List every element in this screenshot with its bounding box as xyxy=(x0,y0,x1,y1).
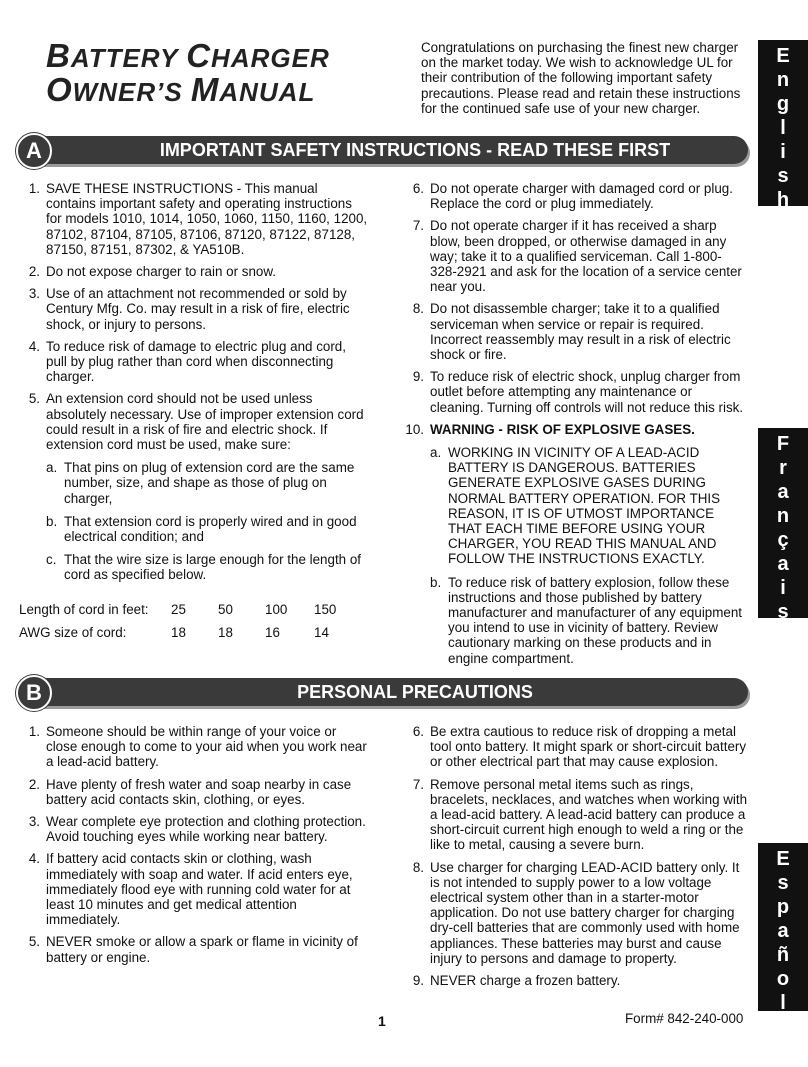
list-item: 2. Do not expose charger to rain or snow. xyxy=(28,264,277,280)
sub-item: b. To reduce risk of battery explosion, follow these instructions and those published by battery manufacturer and manufacturer of any equipment you intend to use in vicinity of battery. Review cautionary marking on these products and in engine compartment. xyxy=(430,574,743,666)
warning-heading: WARNING - RISK OF EXPLOSIVE GASES. xyxy=(430,421,695,437)
section-b-left-column xyxy=(18,724,370,972)
sub-item: c. That the wire size is large enough for the length of cord as specified below. xyxy=(46,552,362,583)
form-number: Form# 842-240-000 xyxy=(625,1011,744,1026)
section-a-title: IMPORTANT SAFETY INSTRUCTIONS - READ THESE FIRST xyxy=(159,140,671,160)
list-item: 9. To reduce risk of electric shock, unplug charger from outlet before attempting any maintenance or cleaning. Turning off controls will not reduce this risk. xyxy=(412,369,744,415)
title-line-1: BATTERY CHARGER xyxy=(46,37,330,74)
section-b-right-column xyxy=(396,724,748,995)
list-item: 1. Someone should be within range of your voice or close enough to come to your aid when you work near a lead-acid battery. xyxy=(28,724,367,770)
language-tab-english: E n g l i s h xyxy=(758,40,808,206)
list-item: 6. Be extra cautious to reduce risk of dropping a metal tool onto battery. It might spark or short-circuit battery or other electrical part that may cause explosion. xyxy=(412,724,747,770)
sub-item: a. That pins on plug of extension cord are the same number, size, and shape as those of plug on charger, xyxy=(46,460,355,506)
extension-cord-table xyxy=(19,602,336,648)
section-b-badge: B xyxy=(16,675,52,711)
list-item: 4. To reduce risk of damage to electric plug and cord, pull by plug rather than cord when disconnecting charger. xyxy=(28,338,346,385)
title-line-2: OWNER’S MANUAL xyxy=(46,71,316,108)
sub-item: b. That extension cord is properly wired and in good electrical condition; and xyxy=(46,513,357,545)
table-row: Length of cord in feet: 25 50 100 150 xyxy=(19,602,337,617)
section-a-badge: A xyxy=(16,133,52,169)
page-number: 1 xyxy=(378,1013,386,1029)
list-item: 7. Do not operate charger if it has received a sharp blow, been dropped, or otherwise damaged in any way; take it to a qualified serviceman. Call 1-800-328-2921 and ask for the location of a service center near you. xyxy=(412,218,742,295)
language-tab-francais: F r a n ç a i s xyxy=(758,428,808,618)
list-item: 2. Have plenty of fresh water and soap nearby in case battery acid contacts skin, clothing, or eyes. xyxy=(28,776,352,807)
section-b-banner xyxy=(22,678,748,706)
intro-paragraph: Congratulations on purchasing the finest new charger on the market today. We wish to acknowledge UL for their contribution of the following important safety precautions. Please read and retain these instructions for the continued safe use of your new charger. xyxy=(421,40,741,116)
section-a-right-column xyxy=(396,181,748,673)
list-item: 3. Use of an attachment not recommended or sold by Century Mfg. Co. may result in a risk of fire, electric shock, or injury to persons. xyxy=(28,286,350,332)
list-item: 6. Do not operate charger with damaged cord or plug. Replace the cord or plug immediately. xyxy=(412,181,733,212)
section-a-banner xyxy=(22,136,748,164)
list-item: 9. NEVER charge a frozen battery. xyxy=(412,973,621,989)
section-a-left-column xyxy=(18,181,370,590)
list-item: 1. SAVE THESE INSTRUCTIONS - This manual contains important safety and operating instructions for models 1010, 1014, 1050, 1060, 1150, 1160, 1200, 87102, 87104, 87105, 87106, 87120, 87122, 87128, 87150, 87151, 87302, & YA510B. xyxy=(28,181,368,257)
list-item: 8. Use charger for charging LEAD-ACID battery only. It is not intended to supply power to a low voltage electrical system other than in a starter-motor application. Do not use battery charger for charging dry-cell batteries that are commonly used with home appliances. These batteries may burst and cause injury to persons and damage to property. xyxy=(412,859,740,966)
sub-item: a. WORKING IN VICINITY OF A LEAD-ACID BATTERY IS DANGEROUS. BATTERIES GENERATE EXPLOSIVE GASES DURING NORMAL BATTERY OPERATION. FOR THIS REASON, IT IS OF UTMOST IMPORTANCE THAT EACH TIME BEFORE USING YOUR CHARGER, YOU READ THIS MANUAL AND FOLLOW THE INSTRUCTIONS EXACTLY. xyxy=(430,445,721,567)
list-item: 8. Do not disassemble charger; take it to a qualified serviceman when service or repair is required. Incorrect reassembly may result in a risk of electric shock or fire. xyxy=(412,301,731,363)
list-item: 3. Wear complete eye protection and clothing protection. Avoid touching eyes while working near battery. xyxy=(28,814,366,845)
list-item: 4. If battery acid contacts skin or clothing, wash immediately with soap and water. If acid enters eye, immediately flood eye with running cold water for at least 10 minutes and get medical attention immediately. xyxy=(28,851,353,928)
language-tab-espanol: E s p a ñ o l xyxy=(758,843,808,1011)
section-b-title: PERSONAL PRECAUTIONS xyxy=(297,682,533,702)
manual-title xyxy=(46,37,406,108)
list-item: 10. WARNING - RISK OF EXPLOSIVE GASES. a. WORKING IN VICINITY OF A LEAD-ACID BATTERY IS DANGEROUS. BATTERIES GENERATE EXPLOSIVE GASES DURING NORMAL BATTERY OPERATION. FOR THIS REASON, IT IS OF UTMOST IMPORTANCE THAT EACH TIME BEFORE USING YOUR CHARGER, YOU READ THIS MANUAL AND FOLLOW THE INSTRUCTIONS EXACTLY. b. To reduce risk of battery explosion, follow these instructions and those published by battery manufacturer and manufacturer of any equipment you intend to use in vicinity of battery. Review cautionary marking on these products and in engine compartment. xyxy=(396,422,748,666)
table-row: AWG size of cord: 18 18 16 14 xyxy=(19,625,329,640)
list-item: 5. NEVER smoke or allow a spark or flame in vicinity of battery or engine. xyxy=(28,934,358,965)
list-item: 7. Remove personal metal items such as rings, bracelets, necklaces, and watches when working with a lead-acid battery. A lead-acid battery can produce a short-circuit current high enough to weld a ring or the like to metal, causing a severe burn. xyxy=(412,776,748,853)
list-item: 5. An extension cord should not be used unless absolutely necessary. Use of improper extension cord could result in a risk of fire and electric shock. If extension cord must be used, make sure: a. That pins on plug of extension cord are the same number, size, and shape as those of plug on charger, b. That extension cord is properly wired and in good electrical condition; and c. That the wire size is large enough for the length of cord as specified below. xyxy=(18,391,370,582)
